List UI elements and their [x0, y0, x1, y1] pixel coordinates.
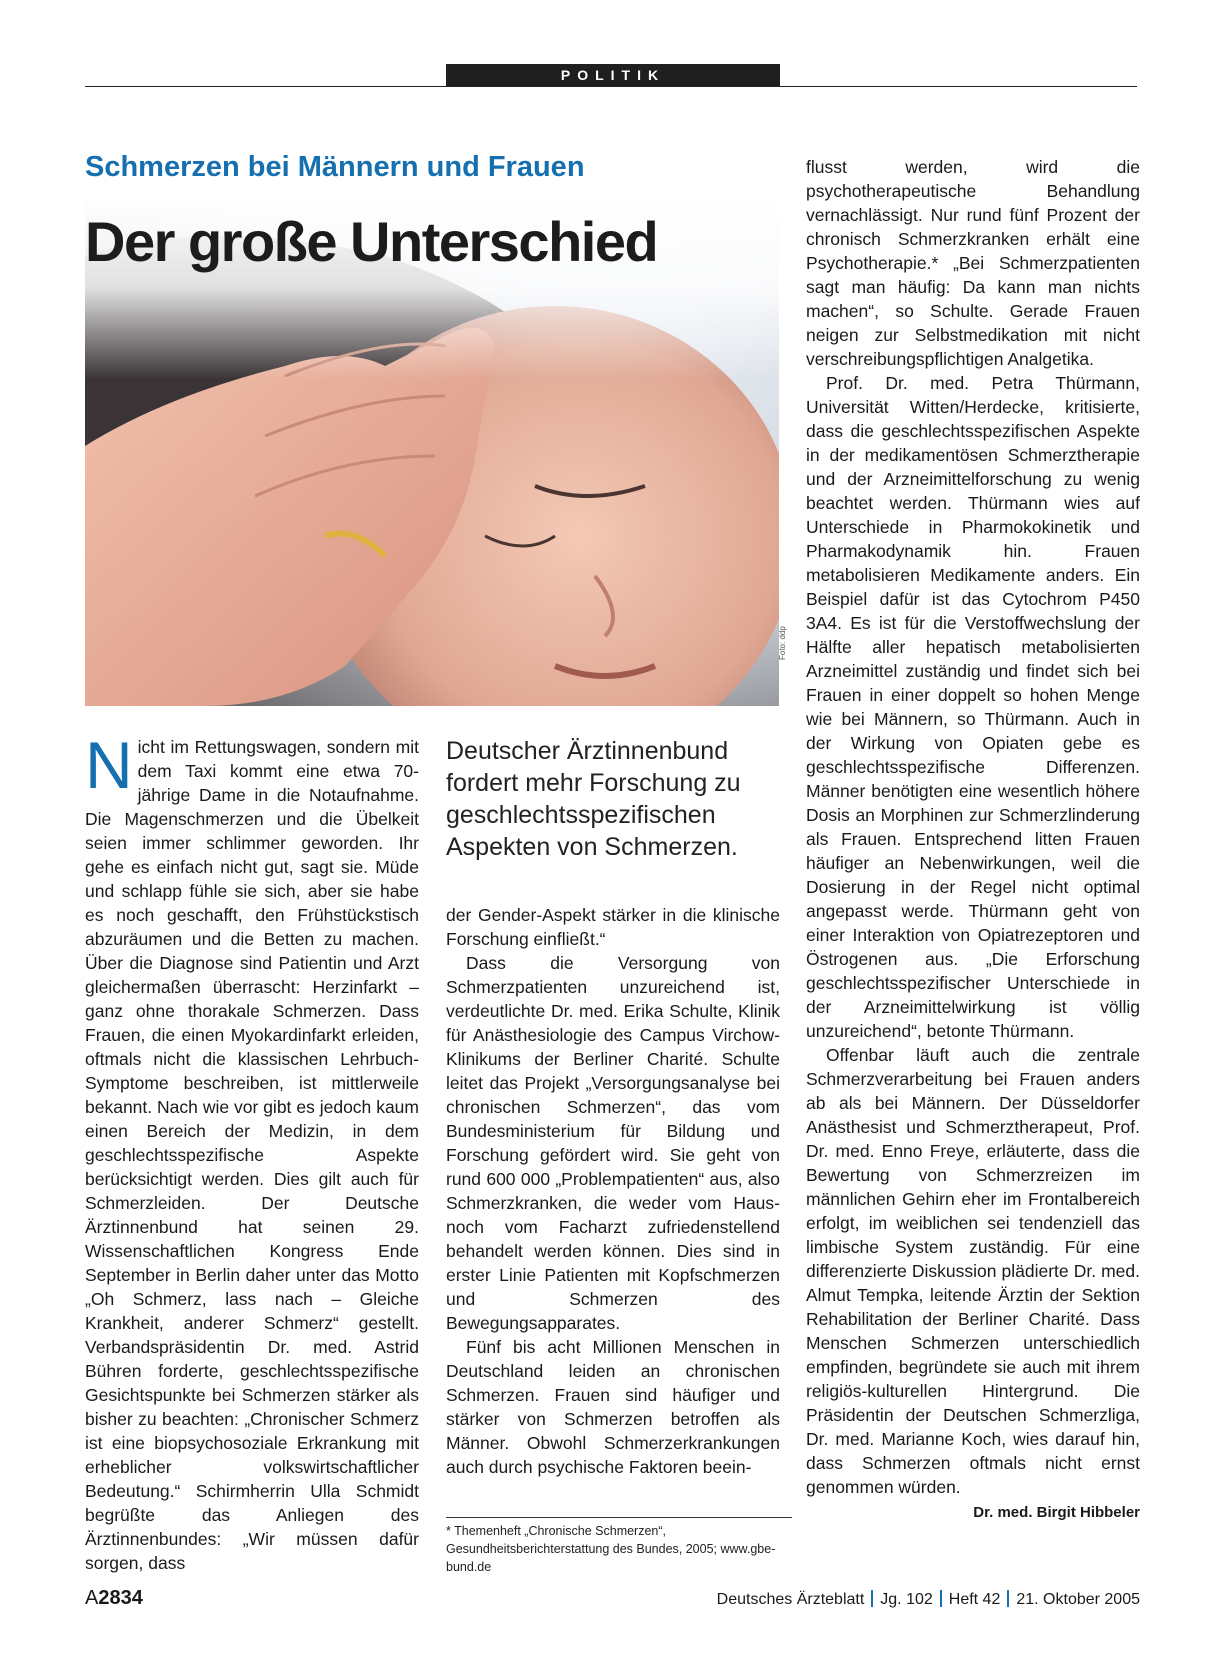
paragraph: flusst werden, wird die psychotherapeutische Behandlung vernachlässigt. Nur rund fünf Prozent der chronisch Schmerzkranken erhält eine Psychotherapie.* „Bei Schmerzpatienten sagt man häufig: Da kann man nichts machen“, so Schulte. Gerade Frauen neigen zur Selbstmedikation mit nicht verschreibungspflichtigen Analgetika. — [806, 157, 1140, 369]
headline: Der große Unterschied — [85, 210, 658, 273]
separator — [1007, 1590, 1009, 1607]
photo-credit: Foto: ddp — [778, 626, 787, 660]
paragraph: Dass die Versorgung von Schmerzpatienten unzureichend ist, verdeutlichte Dr. med. Erika Schulte, Klinik für Anästhesiologie des Campus Virchow-Klinikums der Berliner Charité. Schulte leitet das Projekt „Versorgungsanalyse bei chronischen Schmerzen“, das vom Bundesministerium für Bildung und Forschung gefördert wird. Sie geht von rund 600 000 „Problempatienten“ aus, also Schmerzkranken, die weder vom Haus- noch vom Facharzt zufriedenstellend behandelt werden können. Dies sind in erster Linie Patienten mit Kopfschmerzen und Schmerzen des Bewegungsapparates. — [446, 953, 780, 1333]
volume: Jg. 102 — [880, 1591, 933, 1608]
article-column-1 — [85, 728, 419, 1575]
journal-name: Deutsches Ärzteblatt — [716, 1591, 865, 1608]
page-number-value: 2834 — [98, 1587, 143, 1609]
footnote: * Themenheft „Chronische Schmerzen“, Gesundheitsberichterstattung des Bundes, 2005; www.gbe-bund.de — [446, 1524, 776, 1574]
article-column-3 — [806, 155, 1140, 1525]
journal-footer — [700, 1590, 1140, 1609]
page-number — [85, 1587, 143, 1610]
separator — [871, 1590, 873, 1607]
author: Dr. med. Birgit Hibbeler — [973, 1504, 1140, 1521]
top-rule — [85, 86, 1137, 87]
article-column-2 — [446, 903, 780, 1479]
teaser: Deutscher Ärztinnenbund fordert mehr Forschung zu geschlechtsspezifischen Aspekten von Schmerzen. — [446, 737, 741, 861]
paragraph: Offenbar läuft auch die zentrale Schmerzverarbeitung bei Frauen anders ab als bei Männern. Der Düsseldorfer Anästhesist und Schmerztherapeut, Prof. Dr. med. Enno Freye, erläuterte, dass die Bewertung von Schmerzreizen im männlichen Gehirn eher im Frontalbereich erfolgt, im weiblichen sei tendenziell das limbische System zuständig. Für eine differenzierte Diskussion plädierte Dr. med. Almut Tempka, leitende Ärztin der Sektion Rehabilitation der Berliner Charité. Dass Menschen Schmerzen unterschiedlich empfinden, begründete sie auch mit ihrem religiös-kulturellen Hintergrund. Die Präsidentin der Deutschen Schmerzliga, Dr. med. Marianne Koch, wies darauf hin, dass Schmerzen oftmals nicht ernst genommen würden. — [806, 1045, 1140, 1497]
page-prefix: A — [85, 1587, 99, 1609]
separator — [940, 1590, 942, 1607]
drop-cap: N — [85, 728, 133, 802]
footnote-rule — [446, 1517, 792, 1518]
issue: Heft 42 — [948, 1591, 1001, 1608]
section-label: POLITIK — [446, 64, 780, 86]
paragraph: Fünf bis acht Millionen Menschen in Deutschland leiden an chronischen Schmerzen. Frauen sind häufiger und stärker von Schmerzen betroffen als Männer. Obwohl Schmerzerkrankungen auch durch psychische Faktoren beein- — [446, 1337, 780, 1477]
paragraph: Prof. Dr. med. Petra Thürmann, Universität Witten/Herdecke, kritisierte, dass die geschlechtsspezifischen Aspekte in der medikamentösen Schmerztherapie und der Arzneimittelforschung zu wenig beachtet werden. Thürmann wies auf Unterschiede in Pharmokokinetik und Pharmakodynamik hin. Frauen metabolisieren Medikamente anders. Ein Beispiel dafür ist das Cytochrom P450 3A4. Es ist für die Verstoffwechslung der Hälfte aller hepatisch metabolisierten Arzneimittel zuständig und findet sich bei Frauen in einer doppelt so hohen Menge wie bei Männern, so Thürmann. Auch in der Wirkung von Opiaten gebe es geschlechtsspezifische Differenzen. Männer benötigten eine wesentlich höhere Dosis an Morphinen zur Schmerzlinderung als Frauen. Entsprechend litten Frauen häufiger an Nebenwirkungen, weil die Dosierung in der Regel nicht optimal angepasst werde. Thürmann geht von einer Interaktion von Opiatrezeptoren und Östrogenen aus. „Die Erforschung geschlechtsspezifischer Unterschiede in der Arzneimittelwirkung ist völlig unzureichend“, betonte Thürmann. — [806, 373, 1140, 1041]
paragraph: icht im Rettungswagen, sondern mit dem Taxi kommt eine etwa 70-jährige Dame in die Notaufnahme. Die Magenschmerzen und die Übelkeit seien immer schlimmer geworden. Ihr gehe es einfach nicht gut, sagt sie. Müde und schlapp fühle sie sich, aber sie habe es noch geschafft, den Frühstückstisch abzuräumen und die Betten zu machen. Über die Diagnose sind Patientin und Arzt gleichermaßen überrascht: Herzinfarkt – ganz ohne thorakale Schmerzen. Dass Frauen, die einen Myokardinfarkt erleiden, oftmals nicht die klassischen Lehrbuch-Symptome beschreiben, ist mittlerweile bekannt. Nach wie vor gibt es jedoch kaum einen Bereich der Medizin, in dem geschlechtsspezifische Aspekte berücksichtigt werden. Dies gilt auch für Schmerzleiden. Der Deutsche Ärztinnenbund hat seinen 29. Wissenschaftlichen Kongress Ende September in Berlin daher unter das Motto „Oh Schmerz, lass nach – Gleiche Krankheit, anderer Schmerz“ gestellt. Verbandspräsidentin Dr. med. Astrid Bühren forderte, geschlechtsspezifische Gesichtspunkte bei Schmerzen stärker als bisher zu beachten: „Chronischer Schmerz ist eine biopsychosoziale Erkrankung mit erheblicher volkswirtschaftlicher Bedeutung.“ Schirmherrin Ulla Schmidt begrüßte das Anliegen des Ärztinnenbundes: „Wir müssen dafür sorgen, dass — [85, 737, 419, 1573]
kicker: Schmerzen bei Männern und Frauen — [85, 151, 585, 183]
paragraph: der Gender-Aspekt stärker in die klinische Forschung einfließt.“ — [446, 905, 780, 949]
issue-date: 21. Oktober 2005 — [1016, 1591, 1140, 1608]
